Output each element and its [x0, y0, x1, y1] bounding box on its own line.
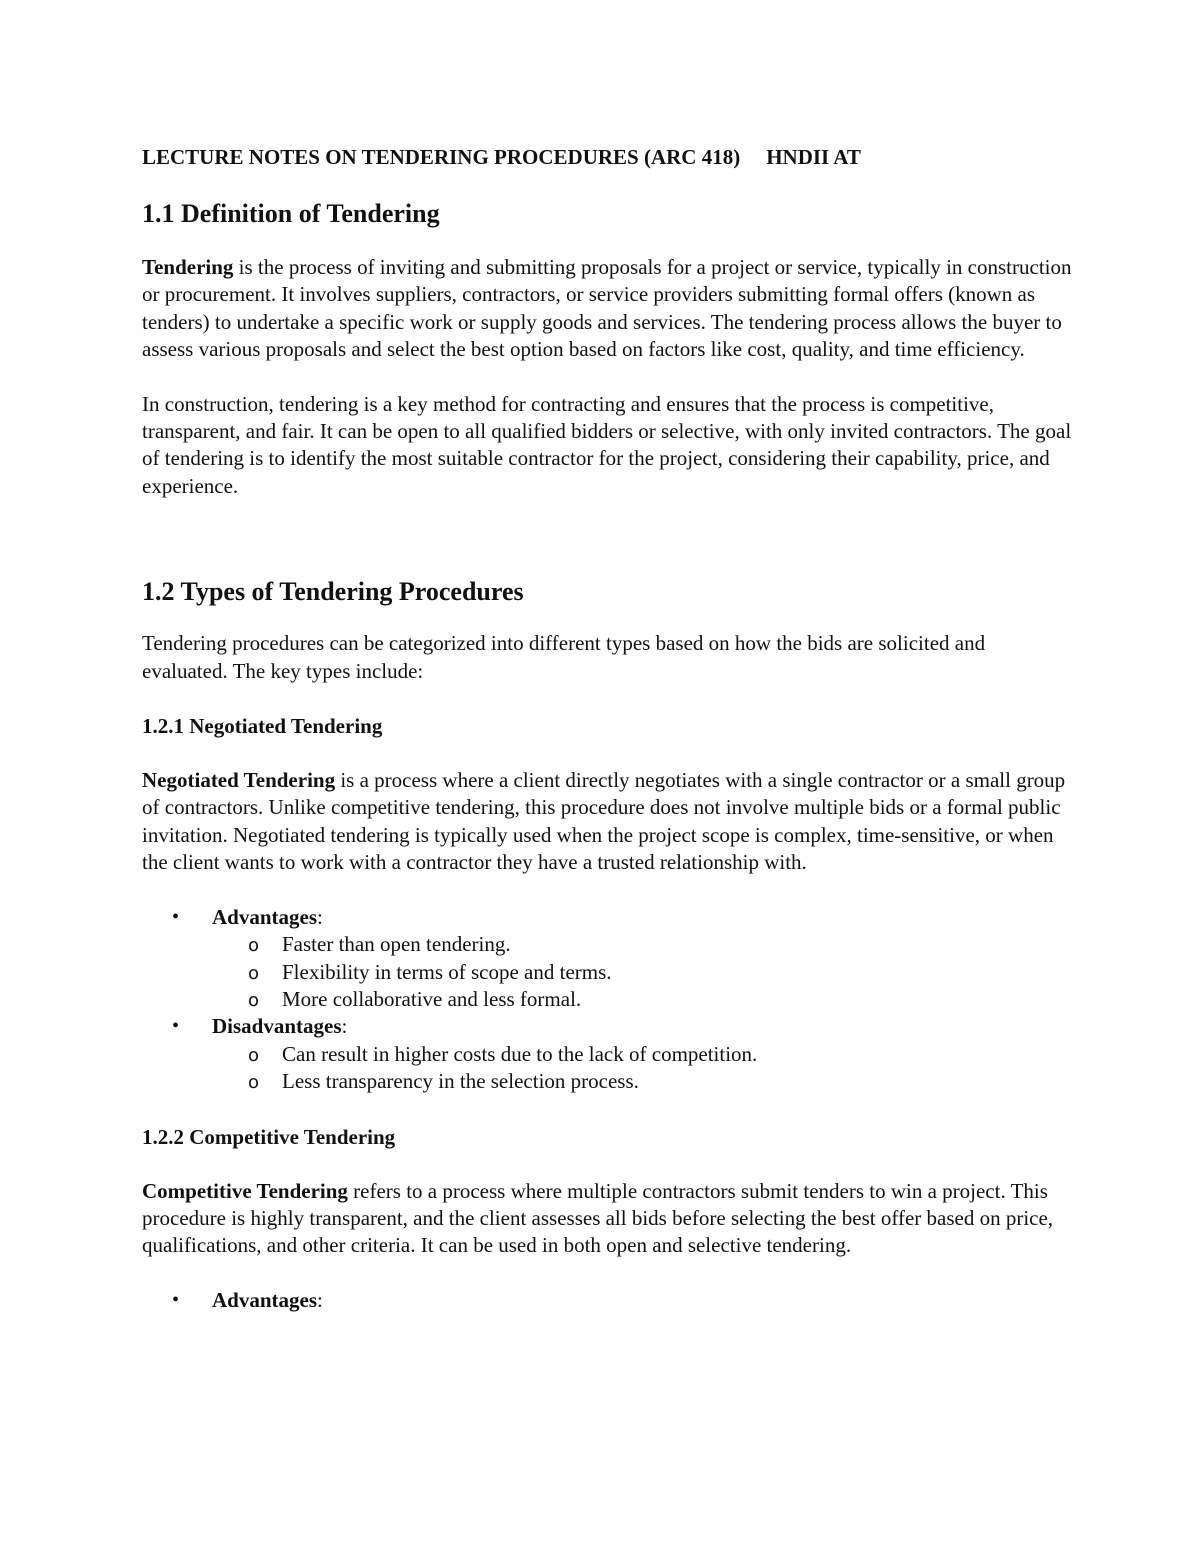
disadvantage-text: Less transparency in the selection process.: [282, 1069, 639, 1094]
list-item-advantages: [142, 904, 1072, 1014]
circle-bullet-icon: o: [248, 1044, 260, 1066]
competitive-text: refers to a process where multiple contractors submit tenders to win a project. This procedure is highly transparent, and the client assesses all bids before selecting the best offer based on price, qualifications, and other criteria. It can be used in both open and selective tendering.: [142, 1178, 1054, 1258]
section-heading-1-1: 1.1 Definition of Tendering: [142, 199, 440, 228]
list-item: [212, 959, 1072, 986]
advantage-text: More collaborative and less formal.: [282, 986, 582, 1011]
term-competitive-tendering: Competitive Tendering: [142, 1178, 348, 1203]
list-item: [212, 1041, 1072, 1068]
negotiated-text: is a process where a client directly negotiates with a single contractor or a small group of contractors. Unlike competitive tendering, this procedure does not involve multiple bids or a formal public invitation. Negotiated tendering is typically used when the project scope is complex, time-sensitive, or when the client wants to work with a contractor they have a trusted relationship with.: [142, 768, 1066, 875]
bullet-icon: •: [172, 905, 180, 928]
list-item: [212, 931, 1072, 958]
advantages-label: Advantages: [212, 1287, 318, 1312]
list-item-advantages: [142, 1287, 1072, 1314]
definition-text: is the process of inviting and submitting proposals for a project or service, typically in construction or procurement. It involves suppliers, contractors, or service providers submitting formal offers (known as tenders) to undertake a specific work or supply goods and services. The tendering process allows the buyer to assess various proposals and select the best option based on factors like cost, quality, and time efficiency.: [142, 255, 1072, 362]
advantages-sublist: [212, 931, 1072, 1013]
section-heading-1-2-1: 1.2.1 Negotiated Tendering: [142, 714, 383, 739]
disadvantages-label: Disadvantages: [212, 1014, 342, 1039]
colon: :: [317, 1287, 323, 1312]
list-item: [212, 1068, 1072, 1095]
document-page: [142, 138, 1072, 1314]
section-heading-1-2-2: 1.2.2 Competitive Tendering: [142, 1124, 396, 1149]
document-title: LECTURE NOTES ON TENDERING PROCEDURES (ARC 418): [142, 145, 741, 169]
bullet-icon: •: [172, 1288, 180, 1311]
circle-bullet-icon: o: [248, 962, 260, 984]
advantage-text: Faster than open tendering.: [282, 932, 511, 957]
term-negotiated-tendering: Negotiated Tendering: [142, 768, 336, 793]
definition-paragraph: [142, 254, 1072, 364]
circle-bullet-icon: o: [248, 989, 260, 1011]
list-item-disadvantages: [142, 1013, 1072, 1095]
disadvantages-sublist: [212, 1041, 1072, 1096]
competitive-paragraph: [142, 1178, 1072, 1260]
colon: :: [341, 1014, 348, 1039]
section-heading-1-2: 1.2 Types of Tendering Procedures: [142, 577, 524, 607]
negotiated-paragraph: [142, 767, 1072, 877]
competitive-pros-cons-list: [142, 1287, 1072, 1314]
bullet-icon: •: [172, 1015, 180, 1038]
negotiated-pros-cons-list: [142, 904, 1072, 1096]
advantage-text: Flexibility in terms of scope and terms.: [282, 959, 612, 984]
colon: :: [317, 904, 323, 929]
document-header: [142, 138, 1072, 176]
disadvantage-text: Can result in higher costs due to the lack of competition.: [282, 1041, 758, 1066]
circle-bullet-icon: o: [248, 935, 260, 957]
term-tendering: Tendering: [142, 255, 234, 279]
circle-bullet-icon: o: [248, 1072, 260, 1094]
list-item: [212, 986, 1072, 1013]
class-code: HNDII AT: [766, 145, 861, 169]
types-intro-paragraph: Tendering procedures can be categorized into different types based on how the bids are solicited and evaluated. The key types include:: [142, 631, 986, 683]
construction-paragraph: In construction, tendering is a key method for contracting and ensures that the process is competitive, transparent, and fair. It can be open to all qualified bidders or selective, with only invited contractors. The goal of tendering is to identify the most suitable contractor for the project, considering their capability, price, and experience.: [142, 391, 1072, 498]
advantages-label: Advantages: [212, 904, 318, 929]
